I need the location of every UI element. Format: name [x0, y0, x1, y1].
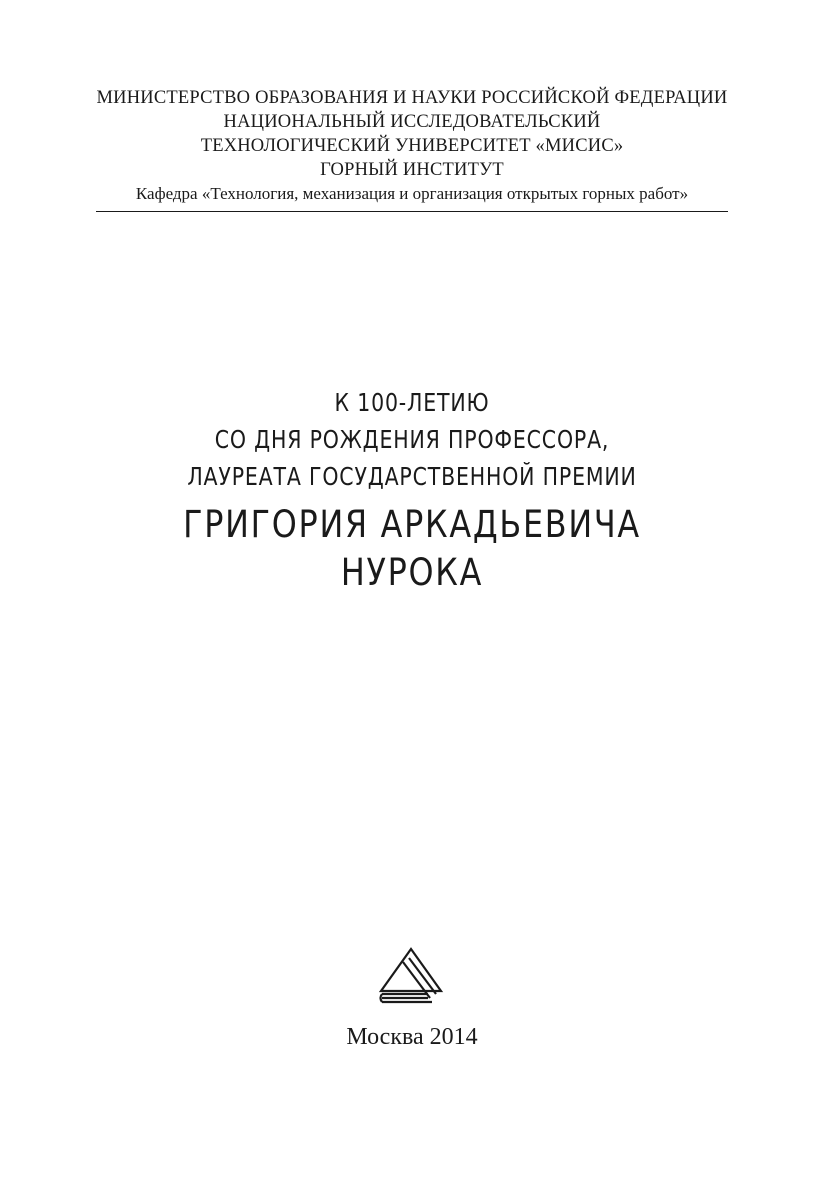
ministry-line: МИНИСТЕРСТВО ОБРАЗОВАНИЯ И НАУКИ РОССИЙСКОЙ ФЕДЕРАЦИИ — [96, 88, 728, 108]
subtitle-line-2: СО ДНЯ РОЖДЕНИЯ ПРОФЕССОРА, — [214, 425, 610, 454]
department-line: Кафедра «Технология, механизация и организация открытых горных работ» — [135, 184, 689, 203]
imprint-city-year: Москва 2014 — [346, 1024, 478, 1050]
publisher-triangle-book-icon — [378, 946, 444, 1004]
institute-line: ГОРНЫЙ ИНСТИТУТ — [320, 160, 504, 180]
book-title — [40, 384, 784, 597]
honoree-name-line-2: НУРОКА — [340, 551, 484, 594]
university-line-1: НАЦИОНАЛЬНЫЙ ИССЛЕДОВАТЕЛЬСКИЙ — [223, 112, 601, 132]
subtitle-line-3: ЛАУРЕАТА ГОСУДАРСТВЕННОЙ ПРЕМИИ — [187, 462, 637, 491]
header-divider — [96, 211, 728, 212]
institution-header — [96, 86, 728, 206]
honoree-name-line-1: ГРИГОРИЯ АРКАДЬЕВИЧА — [183, 503, 641, 546]
university-line-2: ТЕХНОЛОГИЧЕСКИЙ УНИВЕРСИТЕТ «МИСИС» — [200, 136, 624, 156]
subtitle-line-1: К 100-ЛЕТИЮ — [334, 388, 490, 417]
